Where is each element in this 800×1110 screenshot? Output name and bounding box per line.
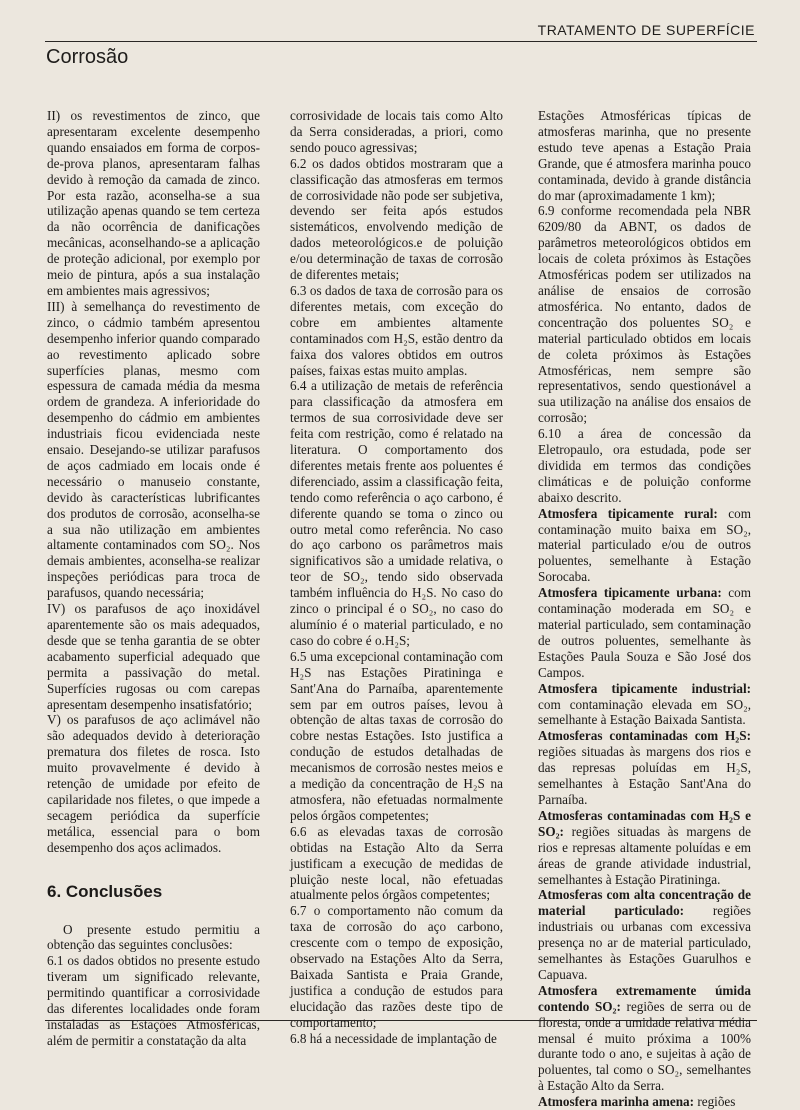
- atmosphere-label: Atmosfera tipicamente urbana:: [538, 585, 722, 601]
- paragraph: III) à semelhança do revestimento de zinco, o cádmio também apresentou desempenho inferior quando comparado ao revestimento aplicado sobre superfícies planas, mesmo com espessura de camada média da mesma ordem de grandeza. A inferioridade do desempenho do cádmio em ambientes industriais ficou evidenciada neste ensaio. Desejando-se utilizar parafusos de aços cadmiado em locais onde é necessário o manuseio constante, devido às características lubrificantes dos produtos de corrosão, aconselha-se a sua não utilização em ambientes altamente contaminados com SO₂. Nos demais ambientes, aconselha-se realizar inspeções periódicas para troca de parafusos, quando necessária;: [47, 298, 260, 601]
- header-rule: [45, 41, 757, 42]
- paragraph: 6.1 os dados obtidos no presente estudo tiveram um significado relevante, permitindo quantificar a corrosividade das diferentes localidades onde foram instaladas as Estações Atmosféricas, além de permitir a constatação da alta: [47, 953, 260, 1048]
- atmosphere-label: Atmosfera tipicamente rural:: [538, 505, 718, 521]
- atmosphere-entry: [538, 1094, 751, 1110]
- paragraph: II) os revestimentos de zinco, que apresentaram excelente desempenho quando ensaiados em forma de corpos-de-prova planos, apresentaram falhas devido à remoção da camada de zinco. Por esta razão, aconselha-se a sua utilização apenas quando se tem certeza da não ocorrência de danificações mecânicas, aconselhando-se a aplicação de proteção adicional, por exemplo por meio de pintura, após a sua instalação em ambientes mais agressivos;: [47, 108, 260, 298]
- footer-rule: [45, 1020, 757, 1021]
- atmosphere-text: regiões situadas às margens dos rios e das represas poluídas em H₂S, semelhantes à Estação Sant'Ana do Parnaíba.: [538, 744, 751, 807]
- atmosphere-entry: [538, 506, 751, 586]
- paragraph: 6.9 conforme recomendada pela NBR 6209/80 da ABNT, os dados de parâmetros meteorológicos obtidos em locais de coleta próximos às Estações Atmosféricas podem ser utilizados na análise de ensaios de corrosão atmosférica. No entanto, dados de concentração dos poluentes SO₂ e material particulado obtidos em locais de coleta próximos às Estações Atmosféricas, nem sempre são representativos, sendo questionável a sua utilização na análise dos ensaios de corrosão;: [538, 203, 751, 426]
- atmosphere-text: regiões: [694, 1094, 736, 1110]
- atmosphere-label: Atmosfera tipicamente industrial:: [538, 680, 751, 696]
- atmosphere-text: regiões situadas às margens de rios e represas altamente poluídas e em áreas de grande atividade industrial, semelhantes à Estação Piratininga.: [538, 823, 751, 887]
- paragraph: 6.10 a área de concessão da Eletropaulo, ora estudada, pode ser dividida em termos das condições climáticas e de poluição conforme abaixo descrito.: [538, 426, 751, 505]
- atmosphere-entry: [538, 681, 751, 729]
- paragraph: IV) os parafusos de aço inoxidável aparentemente são os mais adequados, desde que se tenha garantia de se obter acabamento superficial adequado que permita a passivação do metal. Superfícies rugosas ou com carepas apresentam desempenho insatisfatório;: [47, 601, 260, 712]
- paragraph: 6.2 os dados obtidos mostraram que a classificação das atmosferas em termos de corrosividade não pode ser subjetiva, devendo ser feita após estudos sistemáticos, envolvendo medição de dados meteorológicos.e de poluição e/ou determinação de taxas de corrosão de diferentes metais;: [290, 155, 503, 283]
- text-column-3: [538, 108, 751, 1110]
- atmosphere-label: Atmosfera marinha amena:: [538, 1094, 695, 1110]
- atmosphere-entry: [538, 983, 751, 1094]
- paragraph: 6.3 os dados de taxa de corrosão para os diferentes metais, com exceção do cobre em ambientes altamente contaminados com H₂S, estão dentro da faixa dos valores obtidos em outros países, faixas estas muito amplas.: [290, 282, 503, 378]
- paragraph: 6.7 o comportamento não comum da taxa de corrosão do aço carbono, crescente com o tempo de exposição, observado na Estações Alto da Serra, Baixada Santista e Praia Grande, justifica a condução de estudos para elucidação das razões deste tipo de comportamento;: [290, 903, 503, 1030]
- paragraph: 6.6 as elevadas taxas de corrosão obtidas na Estação Alto da Serra justificam a execução de medidas de pluição neste local, não efetuadas atualmente pelos órgãos competentes;: [290, 823, 503, 903]
- atmosphere-text: com contaminação muito baixa em SO₂, material particulado e/ou de outros poluentes, semelhante à Estação Sorocaba.: [538, 505, 751, 585]
- atmosphere-text: com contaminação moderada em SO₂ e material particulado, sem contaminação de outros poluentes, semelhante às Estações Paula Souza e São José dos Campos.: [538, 585, 751, 680]
- paragraph: 6.8 há a necessidade de implantação de: [290, 1030, 497, 1046]
- atmosphere-entry: [538, 808, 751, 888]
- atmosphere-text: regiões industriais ou urbanas com excessiva presença no ar de material particulado, semelhantes às Estações Guarulhos e Capuava.: [538, 903, 751, 982]
- paragraph: corrosividade de locais tais como Alto da Serra consideradas, a priori, como sendo pouco agressivas;: [290, 108, 503, 155]
- paragraph: 6.4 a utilização de metais de referência para classificação da atmosfera em termos de sua corrosividade deve ser feita com restrição, como é relatado na literatura. O comportamento dos diferentes metais frente aos poluentes é diferenciado, assim a classificação feita, tendo como referência o aço carbono, é diferente quando se toma o zinco ou outro metal como referência. No caso do aço carbono os parâmetros mais significativos são a umidade relativa, o teor de SO₂, tendo sido observada também influência do H₂S. No caso do zinco o principal é o SO₂, no caso do alumínio é o material particulado, e no caso do cobre é o.H₂S;: [290, 378, 503, 648]
- paragraph: 6.5 uma excepcional contaminação com H₂S nas Estações Piratininga e Sant'Ana do Parnaíba, aparentemente sem par em outros países, levou à obtenção de altas taxas de corrosão do cobre nestas Estações. Isto justifica a condução de estudos detalhadas de mecanismos de corrosão nestes meios e a medição da concentração de H₂S na atmosfera, não efetuadas normalmente pelos órgãos competentes;: [290, 648, 503, 823]
- paragraph: Estações Atmosféricas típicas de atmosferas marinha, que no presente estudo teve apenas a Estação Praia Grande, que é atmosfera marinha pouco contaminada, devido à grande distância do mar (aproximadamente 1 km);: [538, 108, 751, 203]
- atmosphere-text: regiões de serra ou de floresta, onde a umidade relativa média mensal é muito próxima a 100% durante todo o ano, e sujeitas à ação de poluentes, tal como o SO₂, semelhantes à Estação Alto da Serra.: [538, 998, 751, 1094]
- paragraph: O presente estudo permitiu a obtenção das seguintes conclusões:: [47, 921, 260, 953]
- atmosphere-label: Atmosfera extremamente úmida contendo SO₂:: [538, 982, 751, 1014]
- atmosphere-label: Atmosferas contaminadas com H₂S:: [538, 728, 751, 744]
- text-column-2: [290, 108, 503, 1046]
- atmosphere-text: com contaminação elevada em SO₂, semelhante à Estação Baixada Santista.: [538, 696, 751, 728]
- atmosphere-label: Atmosferas com alta concentração de material particulado:: [538, 887, 751, 919]
- text-column-1: [47, 108, 260, 1049]
- running-header-section: TRATAMENTO DE SUPERFÍCIE: [537, 22, 755, 38]
- paragraph: V) os parafusos de aço aclimável não são adequados devido à deterioração prematura dos filetes de rosca. Isto muito provavelmente é devido à retenção de umidade por efeito de capilaridade nos filetes, o que impede a secagem periódica da superfície metálica, essencial para o bom desempenho dos aços aclimados.: [47, 712, 260, 855]
- atmosphere-entry: [538, 728, 751, 808]
- atmosphere-label: Atmosferas contaminadas com H₂S e SO₂:: [538, 807, 751, 839]
- atmosphere-entry: [538, 887, 751, 982]
- section-heading-conclusoes: 6. Conclusões: [47, 881, 163, 901]
- page-title: Corrosão: [46, 46, 129, 68]
- atmosphere-entry: [538, 585, 751, 680]
